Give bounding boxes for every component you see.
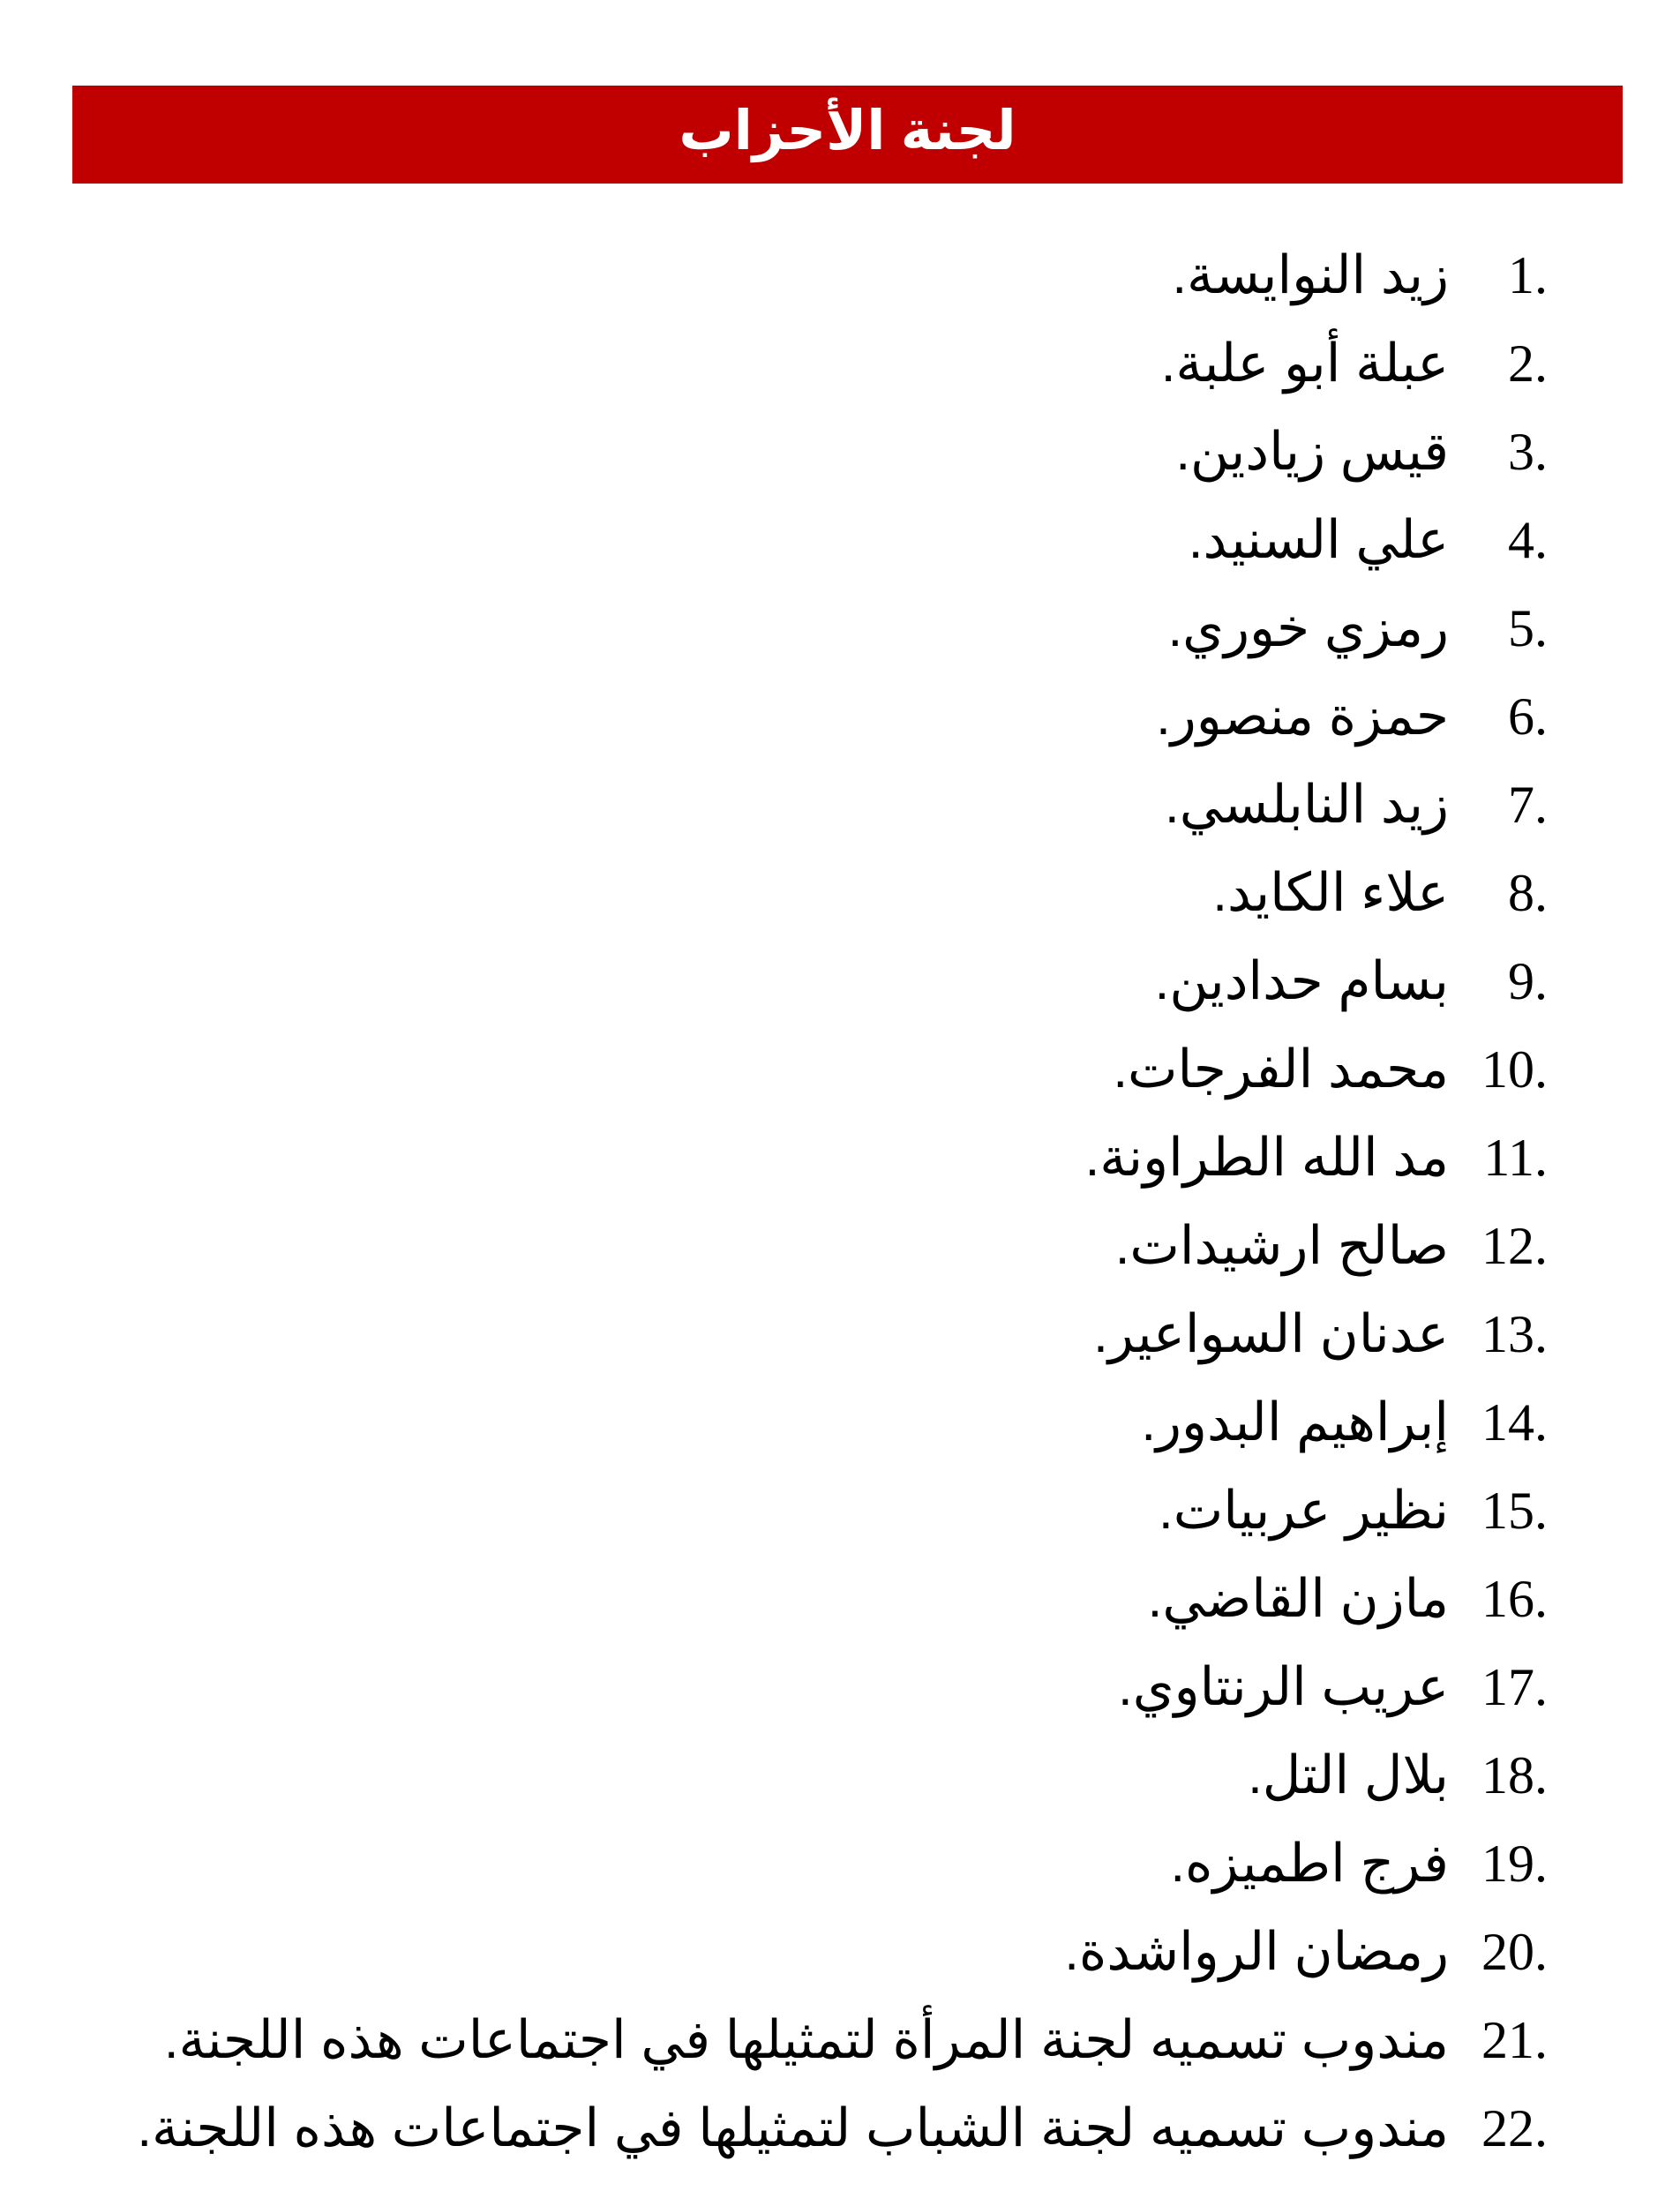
list-item [137, 1290, 1548, 1378]
list-item [137, 849, 1548, 937]
item-number: 18. [1481, 1745, 1548, 1805]
item-number: 16. [1481, 1569, 1548, 1628]
member-name: حمزة منصور. [1156, 687, 1449, 746]
member-name: عبلة أبو علبة. [1160, 334, 1449, 393]
member-name: رمزي خوري. [1167, 598, 1449, 657]
member-name: نظير عربيات. [1159, 1481, 1449, 1540]
list-item [137, 1467, 1548, 1555]
member-name: بلال التل. [1248, 1745, 1449, 1805]
list-item [137, 319, 1548, 408]
list-item [137, 408, 1548, 496]
list-item [137, 1996, 1548, 2084]
member-name: مد الله الطراونة. [1084, 1128, 1449, 1187]
item-number: 17. [1481, 1657, 1548, 1716]
item-number: 15. [1481, 1481, 1548, 1540]
list-item [137, 1555, 1548, 1643]
list-item [137, 672, 1548, 761]
list-item [137, 1202, 1548, 1290]
item-number: 8. [1508, 863, 1548, 922]
list-item [137, 1820, 1548, 1908]
member-name: زيد النابلسي. [1165, 775, 1449, 834]
member-name: علي السنيد. [1188, 510, 1449, 569]
member-name: زيد النوايسة. [1172, 245, 1449, 304]
item-number: 7. [1508, 775, 1548, 834]
member-name: بسام حدادين. [1154, 951, 1449, 1010]
list-item [137, 761, 1548, 849]
item-number: 3. [1508, 422, 1548, 481]
list-item [137, 496, 1548, 584]
member-name: قيس زيادين. [1175, 422, 1449, 481]
member-name: عدنان السواعير. [1093, 1304, 1449, 1363]
member-list [137, 231, 1548, 2172]
list-item [137, 1731, 1548, 1820]
item-number: 2. [1508, 334, 1548, 393]
member-name: رمضان الرواشدة. [1064, 1922, 1449, 1981]
item-number: 21. [1481, 2010, 1548, 2069]
item-number: 14. [1481, 1392, 1548, 1452]
list-item [137, 231, 1548, 319]
member-name: محمد الفرجات. [1113, 1039, 1449, 1099]
item-number: 22. [1481, 2098, 1548, 2157]
member-name: إبراهيم البدور. [1141, 1392, 1449, 1452]
item-number: 12. [1481, 1216, 1548, 1275]
member-name: علاء الكايد. [1212, 863, 1449, 922]
member-name: مازن القاضي. [1147, 1569, 1449, 1628]
list-item [137, 1025, 1548, 1114]
list-item [137, 1908, 1548, 1996]
list-item [137, 937, 1548, 1025]
list-item [137, 2084, 1548, 2172]
member-name: فرج اطميزه. [1170, 1834, 1449, 1893]
item-number: 20. [1481, 1922, 1548, 1981]
item-number: 1. [1508, 245, 1548, 304]
item-number: 9. [1508, 951, 1548, 1010]
member-name: مندوب تسميه لجنة المرأة لتمثيلها في اجتماعات هذه اللجنة. [163, 2010, 1449, 2069]
item-number: 13. [1481, 1304, 1548, 1363]
item-number: 6. [1508, 687, 1548, 746]
item-number: 4. [1508, 510, 1548, 569]
member-name: عريب الرنتاوي. [1118, 1657, 1449, 1716]
page-title: لجنة الأحزاب [679, 100, 1016, 161]
item-number: 19. [1481, 1834, 1548, 1893]
list-item [137, 1643, 1548, 1731]
list-item [137, 1114, 1548, 1202]
list-item [137, 1378, 1548, 1467]
title-banner [72, 86, 1623, 184]
list-item [137, 584, 1548, 672]
member-name: صالح ارشيدات. [1114, 1216, 1449, 1275]
item-number: 10. [1481, 1039, 1548, 1099]
item-number: 11. [1483, 1128, 1548, 1187]
member-name: مندوب تسميه لجنة الشباب لتمثيلها في اجتماعات هذه اللجنة. [137, 2098, 1449, 2157]
item-number: 5. [1508, 598, 1548, 657]
